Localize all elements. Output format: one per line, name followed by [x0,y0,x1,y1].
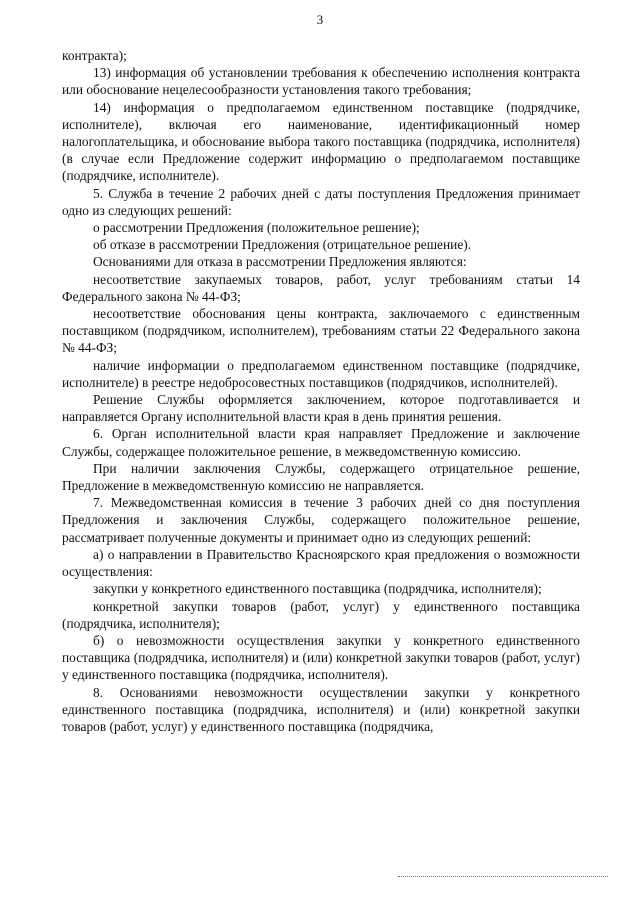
paragraph: несоответствие обоснования цены контракта, заключаемого с единственным поставщиком (подрядчиком, исполнителем), требованиям статьи 22 Федерального закона № 44-ФЗ; [62,306,580,356]
paragraph: об отказе в рассмотрении Предложения (отрицательное решение). [93,237,472,253]
scan-artifact-line [398,876,608,877]
paragraph: несоответствие закупаемых товаров, работ, услуг требованиям статьи 14 Федерального закона № 44-ФЗ; [62,271,580,304]
paragraph: 14) информация о предполагаемом единственном поставщике (подрядчике, исполнителе), включая его наименование, идентификационный номер налогоплательщика, и обоснование выбора такого поставщика (подрядчика, исполнителя) (в случае если Предложение содержит информацию о предполагаемом поставщике (подрядчике, исполнителе). [62,99,580,184]
paragraph: б) о невозможности осуществления закупки у конкретного единственного поставщика (подрядчика, исполнителя) и (или) конкретной закупки товаров (работ, услуг) у единственного поставщика (подрядчика, исполнителя). [62,632,580,683]
paragraph: 7. Межведомственная комиссия в течение 3 рабочих дней со дня поступления Предложения и заключения Службы, содержащего положительное решение, рассматривает полученные документы и принимает одно из следующих решений: [62,495,580,545]
paragraph: о рассмотрении Предложения (положительное решение); [93,220,420,236]
paragraph: 13) информация об установлении требования к обеспечению исполнения контракта или обоснование нецелесообразности установления такого требования; [62,65,580,98]
paragraph: 6. Орган исполнительной власти края направляет Предложение и заключение Службы, содержащее положительное решение, в межведомственную комиссию. [62,426,580,459]
paragraph: 8. Основаниями невозможности осуществлении закупки у конкретного единственного поставщика (подрядчика, исполнителя) и (или) конкретной закупки товаров (работ, услуг) у единственного поставщика (подрядчика, [62,684,580,734]
document-body [62,47,580,735]
paragraph: 5. Служба в течение 2 рабочих дней с даты поступления Предложения принимает одно из следующих решений: [62,185,580,218]
paragraph: конкретной закупки товаров (работ, услуг) у единственного поставщика (подрядчика, исполнителя); [62,598,580,631]
page-number: 3 [316,12,324,27]
paragraph: наличие информации о предполагаемом единственном поставщике (подрядчике, исполнителе) в реестре недобросовестных поставщиков (подрядчиков, исполнителей). [62,357,580,390]
paragraph: Основаниями для отказа в рассмотрении Предложения являются: [93,254,467,270]
paragraph: Решение Службы оформляется заключением, которое подготавливается и направляется Органу исполнительной власти края в день принятия решения. [62,392,580,425]
paragraph: а) о направлении в Правительство Красноярского края предложения о возможности осуществления: [62,546,580,580]
paragraph: При наличии заключения Службы, содержащего отрицательное решение, Предложение в межведомственную комиссию не направляется. [62,460,580,494]
paragraph: контракта); [62,48,127,63]
paragraph: закупки у конкретного единственного поставщика (подрядчика, исполнителя); [93,581,542,597]
